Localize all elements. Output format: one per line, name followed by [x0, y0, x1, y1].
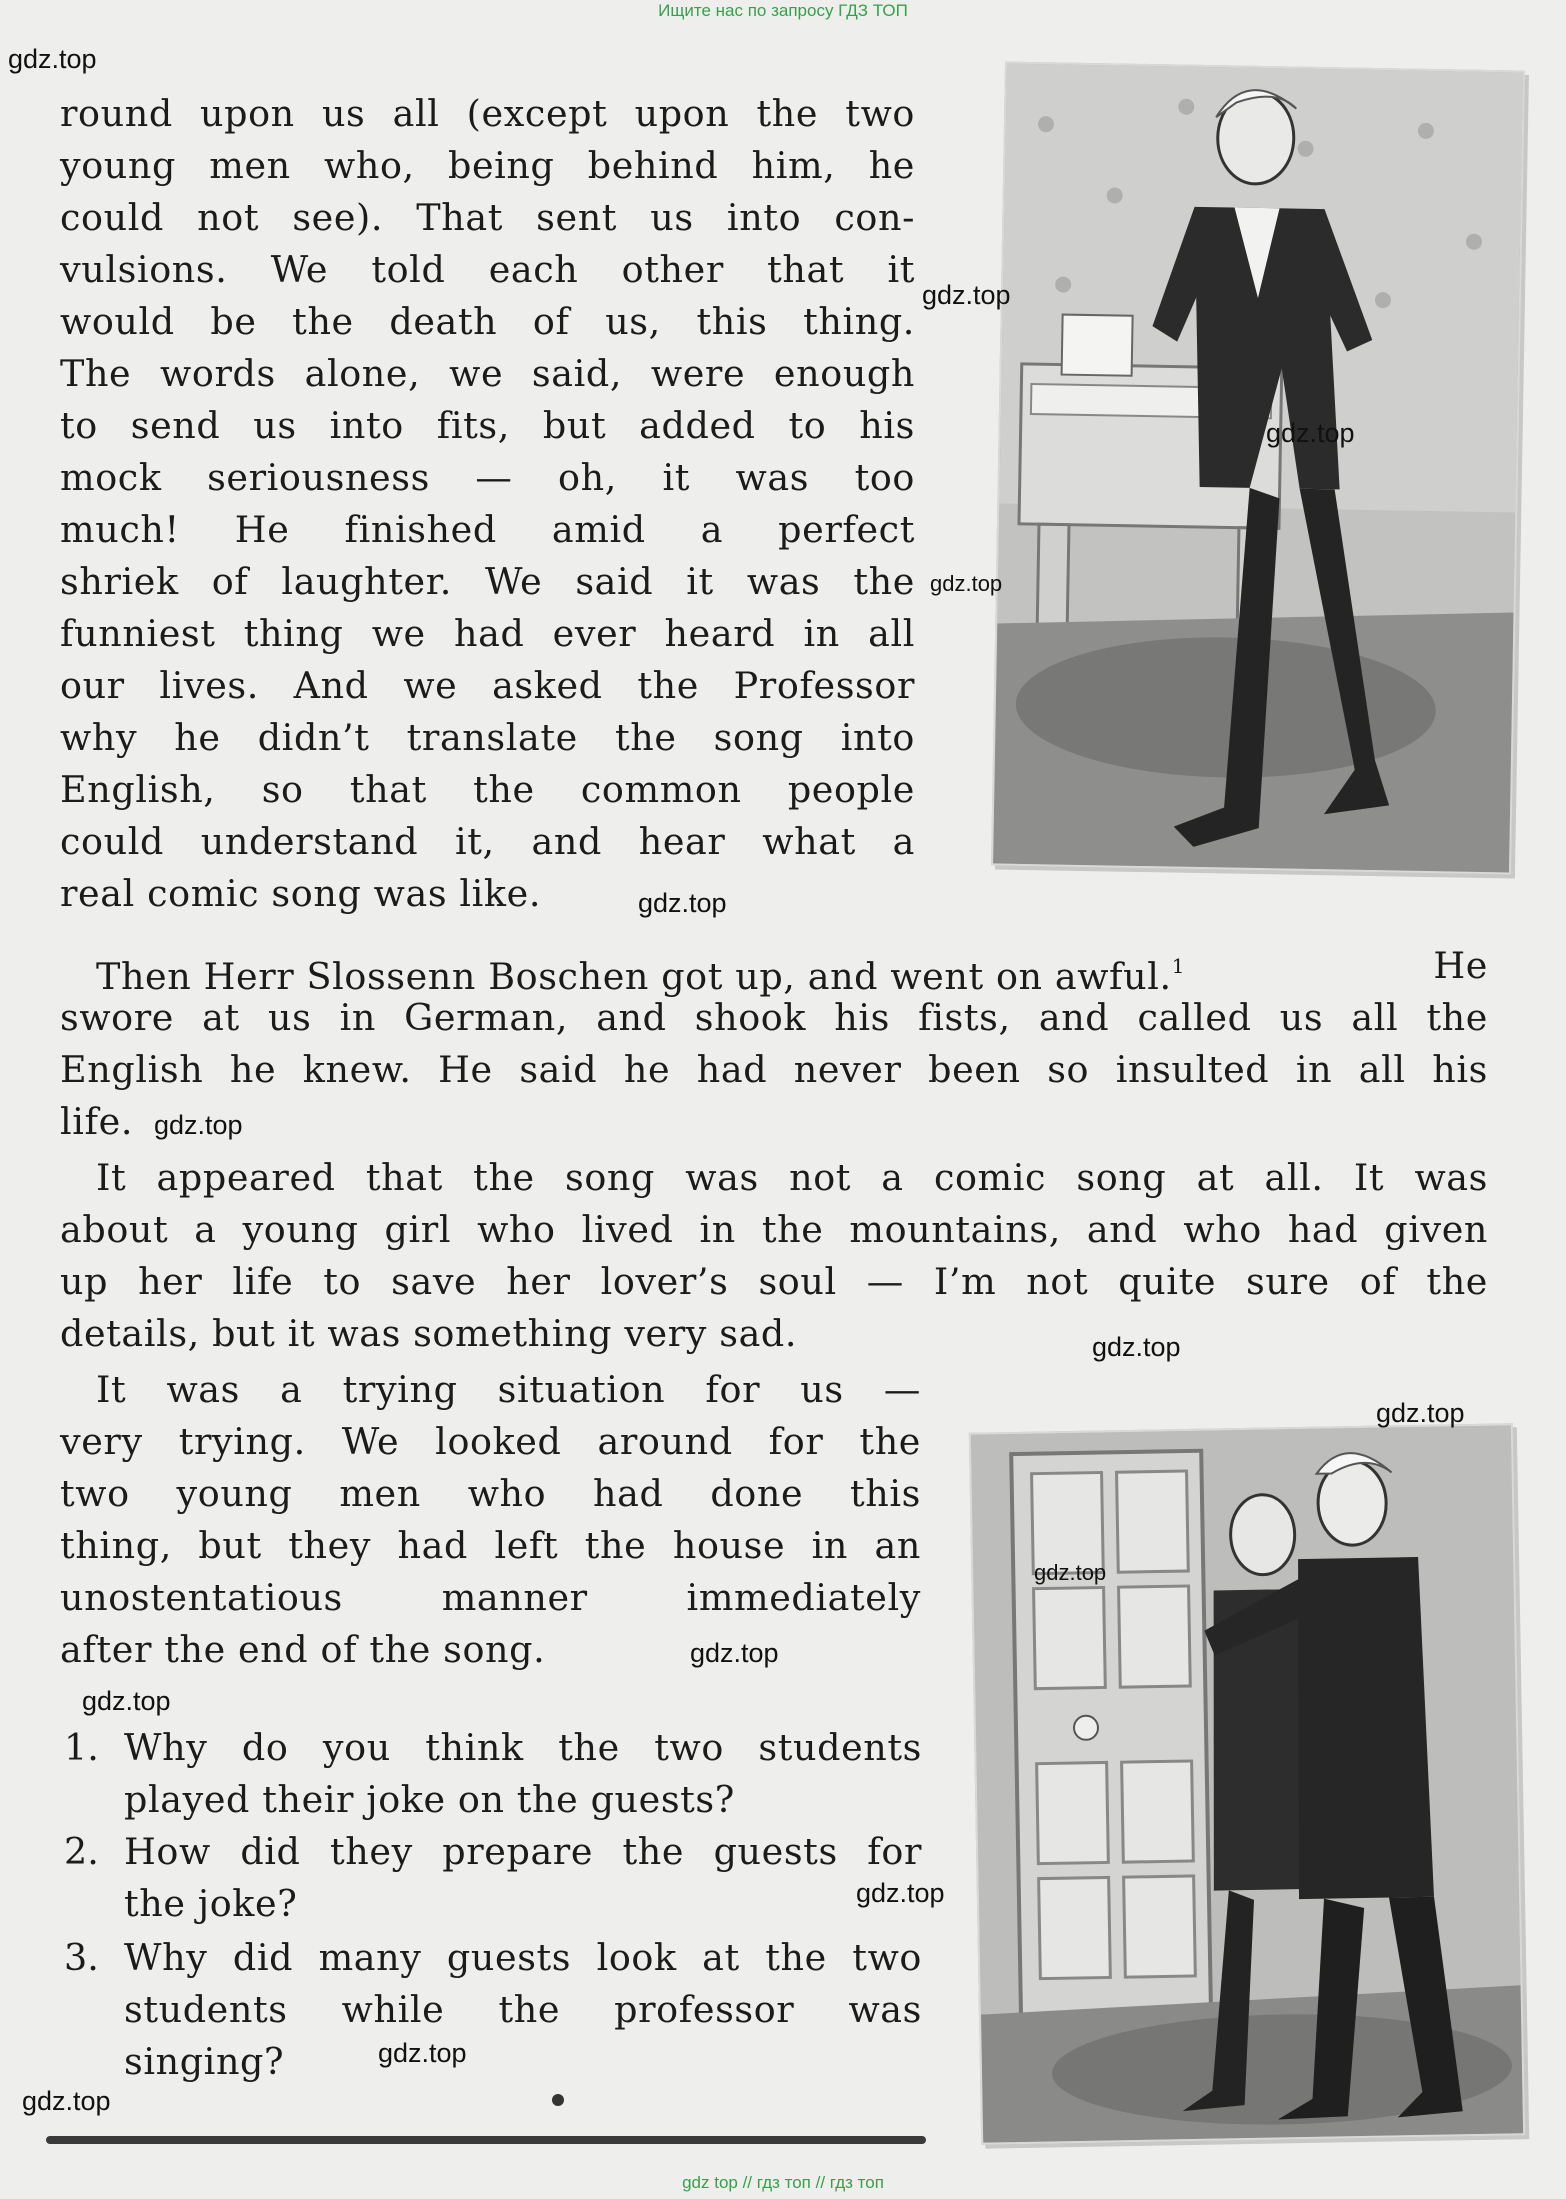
text-line: could not see). That sent us into con-: [60, 196, 915, 239]
text-line: funniest thing we had ever heard in all: [60, 612, 915, 655]
man-at-piano-icon: [993, 64, 1523, 873]
text-line: about a young girl who lived in the mountains, and who had given: [60, 1208, 1488, 1251]
text-line: It was a trying situation for us —: [96, 1368, 921, 1411]
two-students-leaving-illustration: [969, 1423, 1525, 2144]
text-line: real comic song was like.: [60, 872, 542, 915]
question-line: Why did many guests look at the two: [124, 1936, 922, 1979]
watermark-label: gdz.top: [378, 2038, 467, 2068]
question-line: the joke?: [124, 1882, 298, 1925]
watermark-label: gdz.top: [82, 1686, 171, 1716]
text-line: English, so that the common people: [60, 768, 915, 811]
watermark-label: gdz.top: [1092, 1332, 1181, 1362]
watermark-label: gdz.top: [856, 1878, 945, 1908]
text-line: very trying. We looked around for the: [60, 1420, 921, 1463]
question-number: 1.: [64, 1726, 99, 1769]
watermark-label: gdz.top: [8, 44, 97, 74]
watermark-label: gdz.top: [154, 1110, 243, 1140]
para2-tail: He: [1433, 944, 1488, 987]
question-line: How did they prepare the guests for: [124, 1830, 922, 1873]
text-line: much! He finished amid a perfect: [60, 508, 915, 551]
watermark-label: gdz.top: [638, 888, 727, 918]
text-line: to send us into fits, but added to his: [60, 404, 915, 447]
text-line: life.: [60, 1100, 134, 1143]
watermark-label: gdz.top: [1376, 1398, 1465, 1428]
question-line: singing?: [124, 2040, 285, 2083]
text-line: could understand it, and hear what a: [60, 820, 915, 863]
watermark-label: gdz.top: [1034, 1560, 1107, 1585]
top-banner[interactable]: Ищите нас по запросу ГДЗ ТОП: [658, 1, 908, 20]
text-line: thing, but they had left the house in an: [60, 1524, 921, 1567]
text-line: vulsions. We told each other that it: [60, 248, 915, 291]
bottom-banner[interactable]: gdz top // гдз топ // гдз топ: [682, 2173, 884, 2192]
footnote-mark: 1: [1171, 954, 1186, 978]
question-line: Why do you think the two students: [124, 1726, 922, 1769]
text-line: up her life to save her lover’s soul — I’m not quite sure of the: [60, 1260, 1488, 1303]
text-line: English he knew. He said he had never been so insulted in all his: [60, 1048, 1488, 1091]
text-line: The words alone, we said, were enough: [60, 352, 915, 395]
text-line: two young men who had done this: [60, 1472, 921, 1515]
text-line: unostentatious manner immediately: [60, 1576, 921, 1619]
watermark-label: gdz.top: [22, 2086, 111, 2116]
text-line: mock seriousness — oh, it was too: [60, 456, 915, 499]
question-number: 2.: [64, 1830, 99, 1873]
text-line: young men who, being behind him, he: [60, 144, 915, 187]
para2-first-line: Then Herr Slossenn Boschen got up, and went on awful.$^1$: [96, 954, 1186, 998]
text-line: our lives. And we asked the Professor: [60, 664, 915, 707]
watermark-label: gdz.top: [930, 571, 1003, 596]
text-line: details, but it was something very sad.: [60, 1312, 798, 1355]
question-line: played their joke on the guests?: [124, 1778, 735, 1821]
text-line: round upon us all (except upon the two: [60, 92, 915, 135]
watermark-label: gdz.top: [922, 280, 1011, 310]
two-students-icon: [971, 1425, 1523, 2142]
text-line: after the end of the song.: [60, 1628, 546, 1671]
text-line: shriek of laughter. We said it was the: [60, 560, 915, 603]
text-line: why he didn’t translate the song into: [60, 716, 915, 759]
watermark-label: gdz.top: [690, 1638, 779, 1668]
text-line: It appeared that the song was not a comic song at all. It was: [96, 1156, 1488, 1199]
watermark-label: gdz.top: [1266, 418, 1355, 448]
question-line: students while the professor was: [124, 1988, 922, 2031]
question-number: 3.: [64, 1936, 99, 1979]
text-line: swore at us in German, and shook his fists, and called us all the: [60, 996, 1488, 1039]
man-at-piano-illustration: [991, 62, 1525, 875]
bullet-dot: [552, 2094, 564, 2106]
text-line: would be the death of us, this thing.: [60, 300, 915, 343]
section-divider: [46, 2136, 926, 2144]
